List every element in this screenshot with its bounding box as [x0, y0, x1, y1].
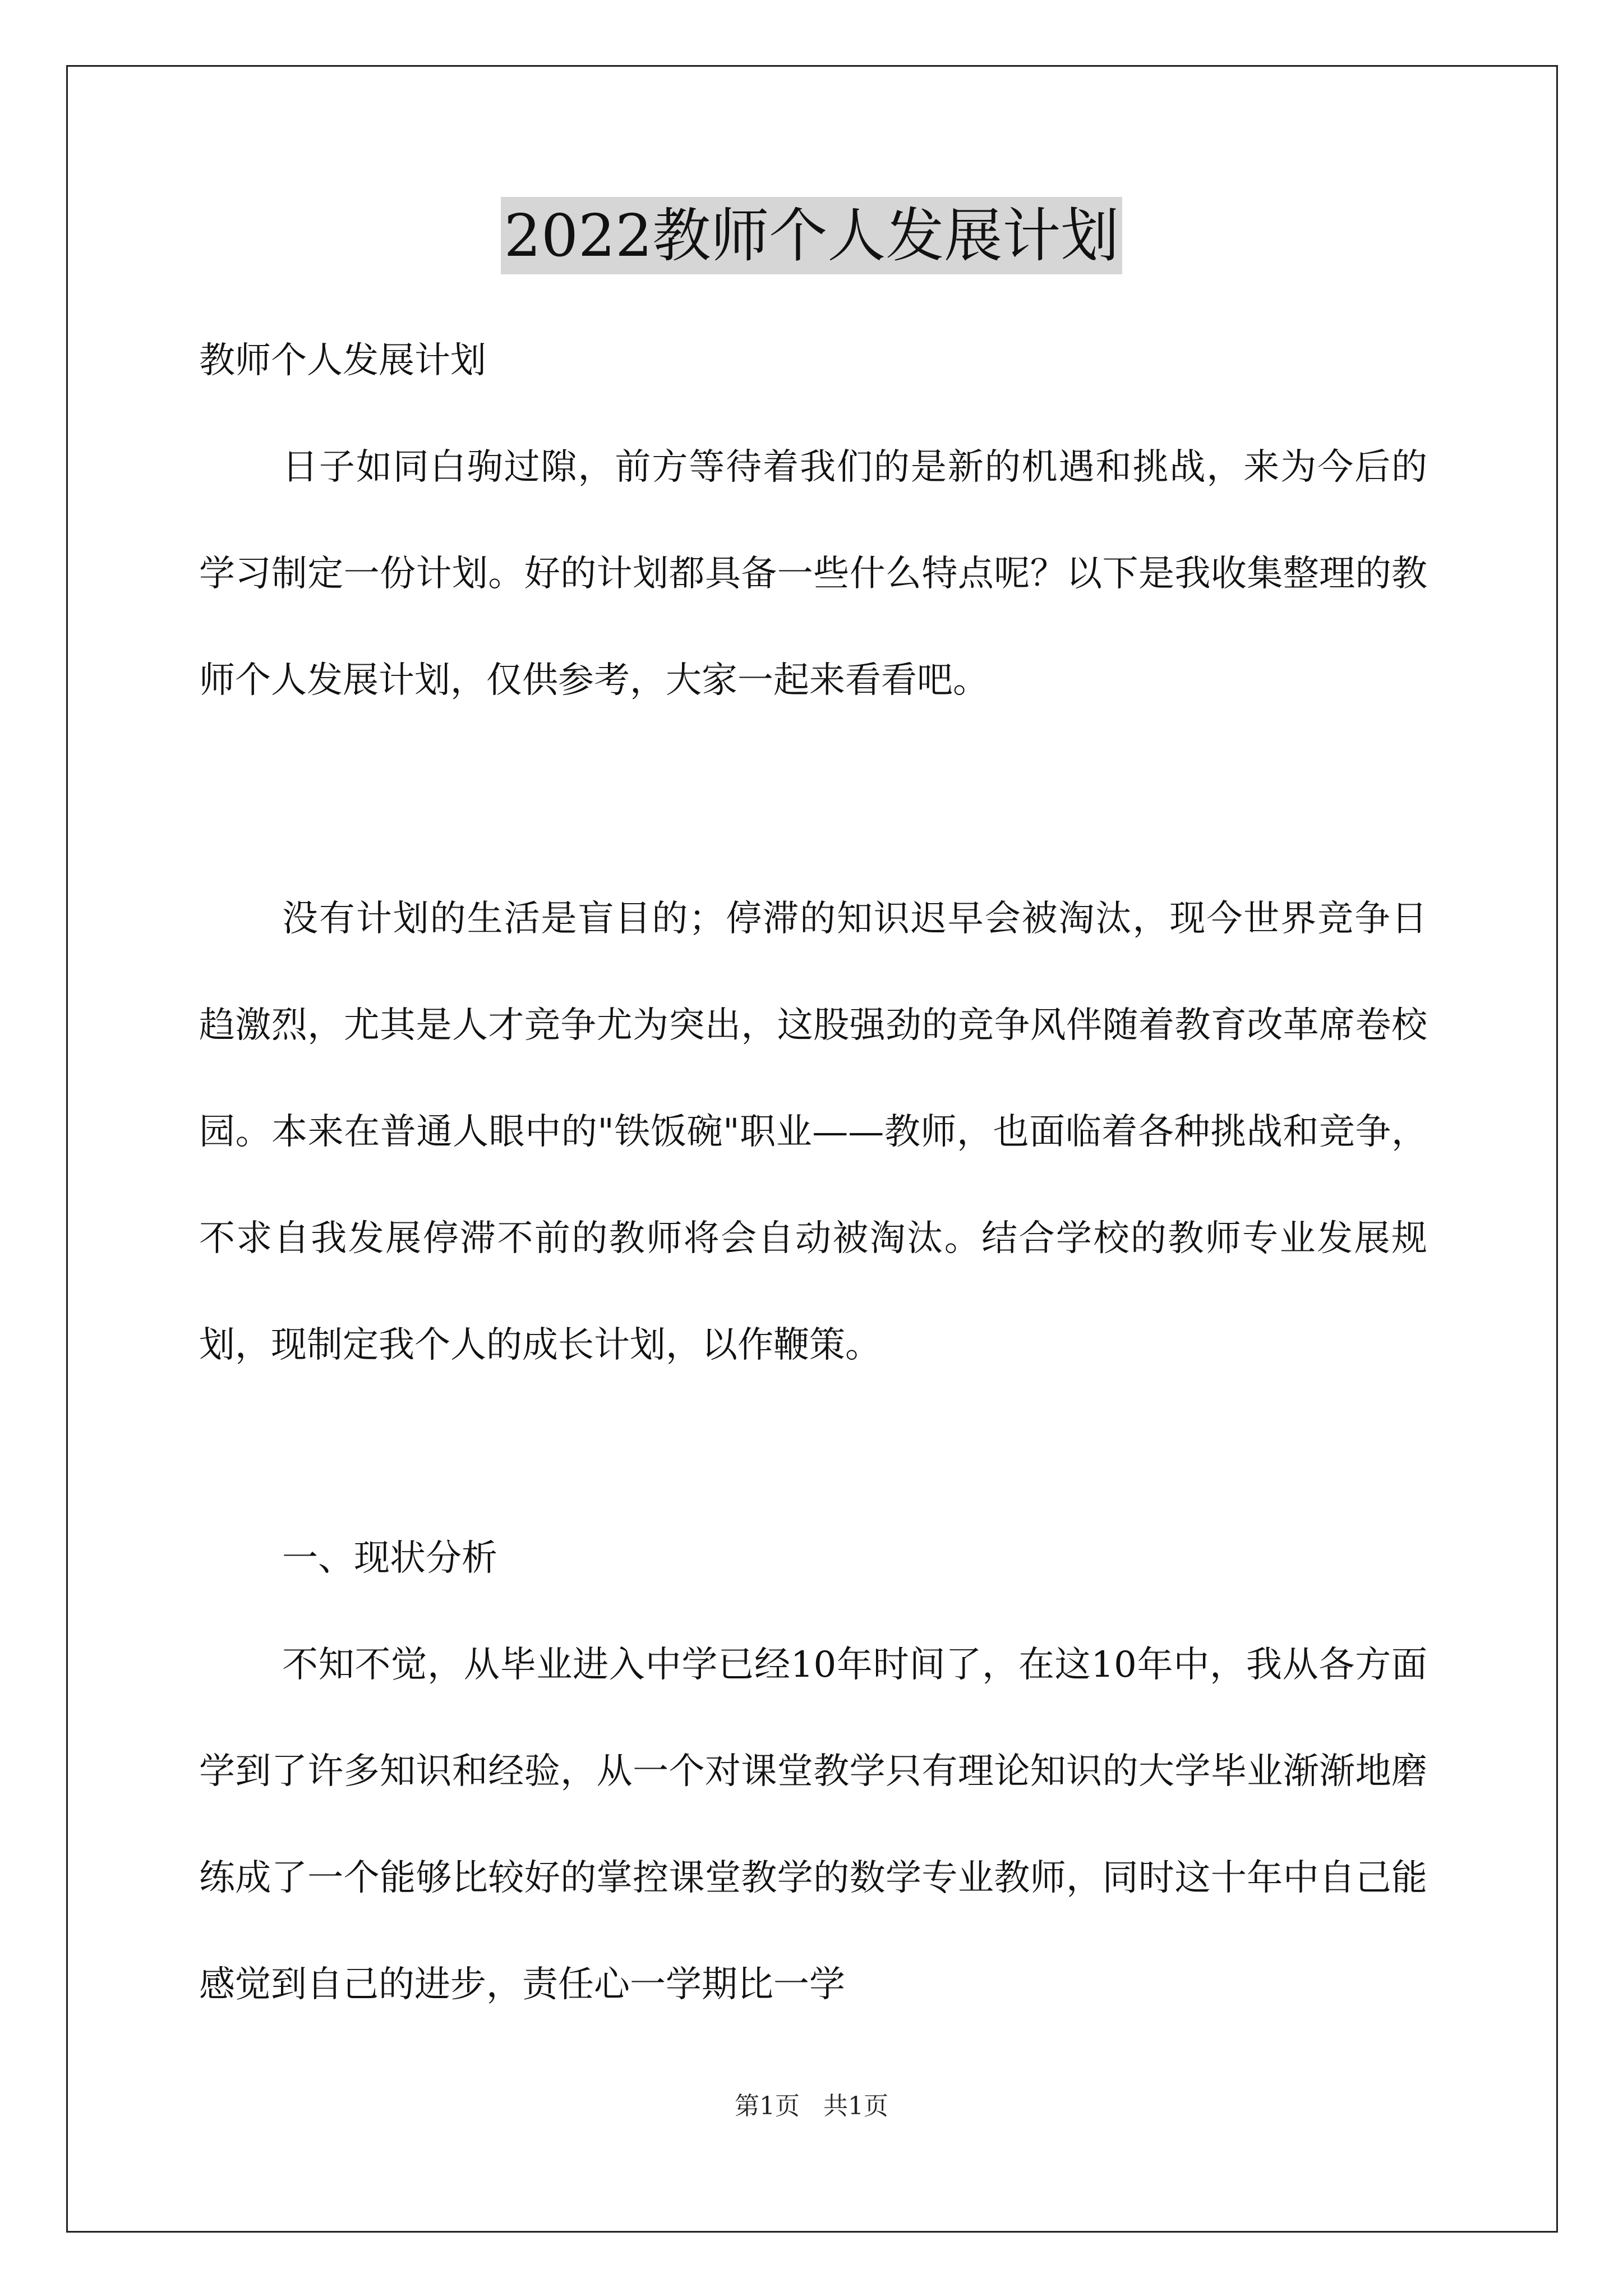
page-number-current: 第1页 [735, 2092, 800, 2120]
page-number-total: 共1页 [823, 2092, 888, 2120]
document-subtitle: 教师个人发展计划 [199, 340, 486, 381]
paragraph-intro: 日子如同白驹过隙，前方等待着我们的是新的机遇和挑战，来为今后的学习制定一份计划。好的计划都具备一些什么特点呢？以下是我收集整理的教师个人发展计划，仅供参考，大家一起来看看吧。 [199, 447, 1427, 701]
document-title [0, 194, 1623, 278]
document-title-text: 2022教师个人发展计划 [501, 197, 1123, 274]
page-footer [0, 2090, 1623, 2123]
paragraph-status: 不知不觉，从毕业进入中学已经10年时间了，在这10年中，我从各方面学到了许多知识和经验，从一个对课堂教学只有理论知识的大学毕业渐渐地磨练成了一个能够比较好的掌控课堂教学的数学专业教师，同时这十年中自己能感觉到自己的进步，责任心一学期比一学 [199, 1644, 1427, 2005]
paragraph-background: 没有计划的生活是盲目的；停滞的知识迟早会被淘汰，现今世界竞争日趋激烈，尤其是人才竞争尤为突出，这股强劲的竞争风伴随着教育改革席卷校园。本来在普通人眼中的"铁饭碗"职业——教师，也面临着各种挑战和竞争，不求自我发展停滞不前的教师将会自动被淘汰。结合学校的教师专业发展规划，现制定我个人的成长计划，以作鞭策。 [199, 898, 1427, 1366]
section-heading-status-analysis: 一、现状分析 [282, 1538, 497, 1579]
